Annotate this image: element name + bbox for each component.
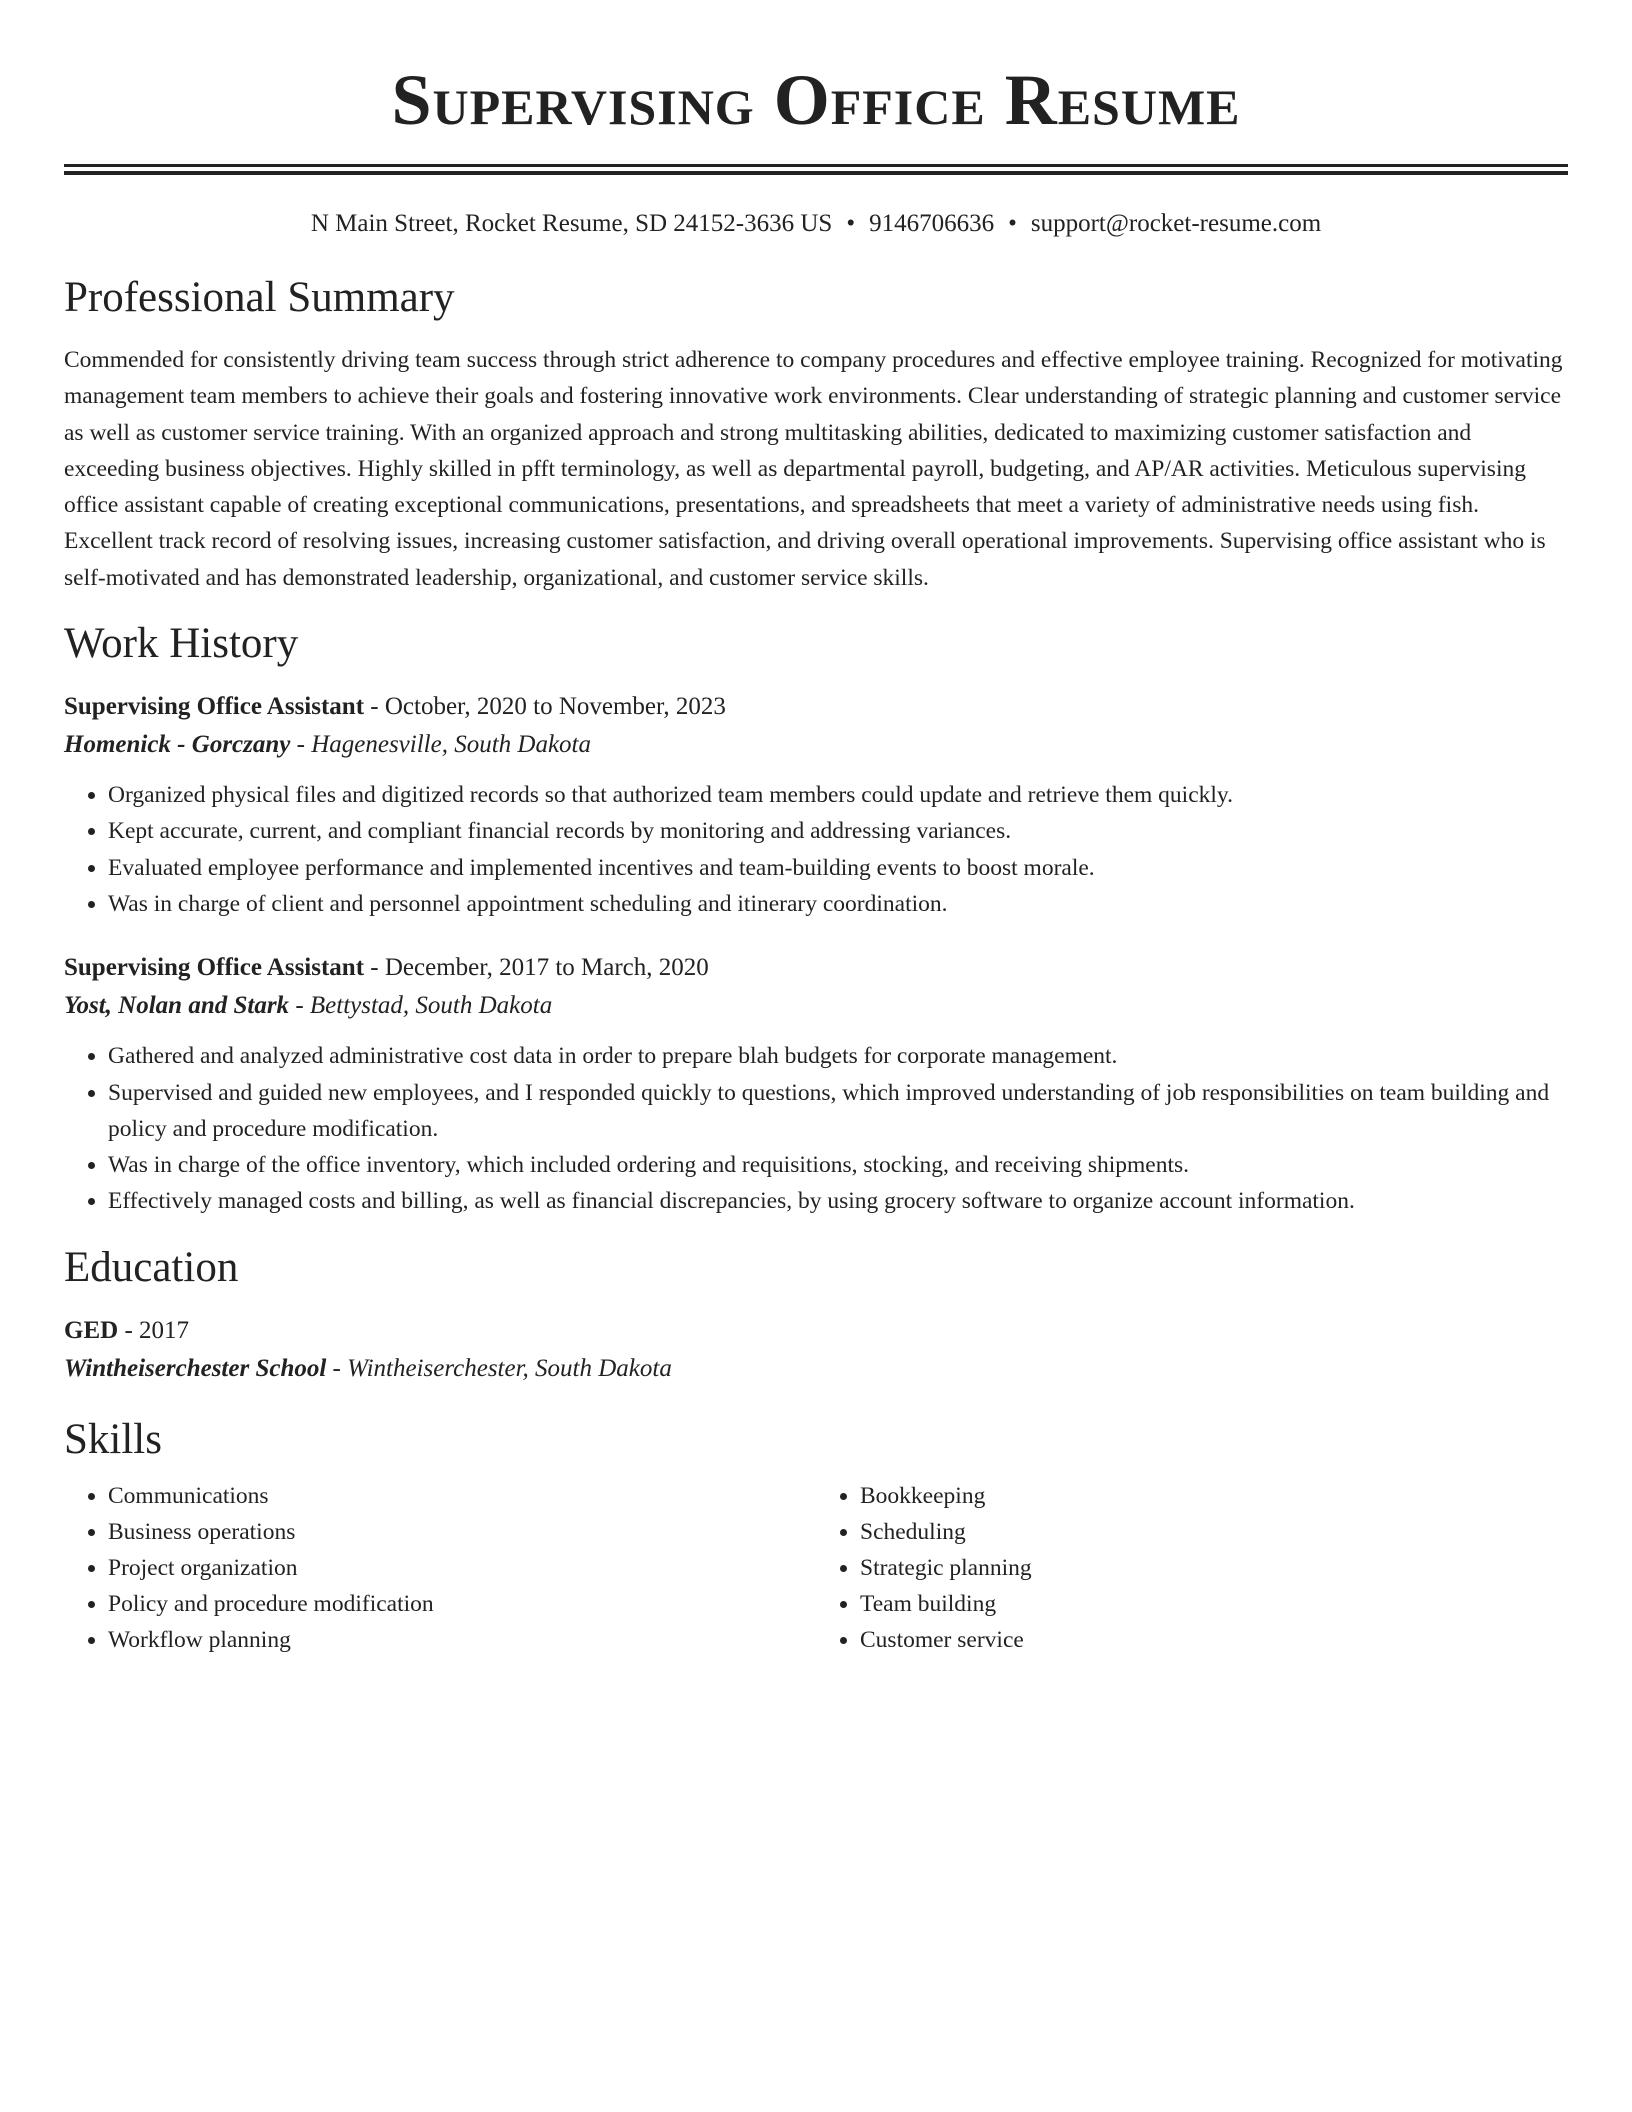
school-location: - Wintheiserchester, South Dakota [326, 1354, 672, 1382]
degree-year: - 2017 [118, 1316, 190, 1344]
job-title-line [64, 688, 1568, 726]
skill-item: • Scheduling [860, 1514, 1568, 1550]
job-company: Yost, Nolan and Stark [64, 992, 290, 1020]
job-responsibilities [64, 777, 1568, 922]
job-location: - Hagenesville, South Dakota [290, 731, 591, 759]
job-role: Supervising Office Assistant [64, 693, 365, 721]
skill-item: • Strategic planning [860, 1550, 1568, 1586]
job-entry [64, 949, 1568, 1219]
degree: GED [64, 1316, 119, 1344]
skill-item: • Project organization [108, 1550, 816, 1586]
job-responsibilities [64, 1038, 1568, 1219]
skill-item: • Bookkeeping [860, 1478, 1568, 1514]
degree-line [64, 1312, 1568, 1350]
contact-email: support@rocket-resume.com [1030, 210, 1322, 237]
summary-text: Commended for consistently driving team success through strict adherence to company procedures and effective employee training. Recognized for motivating management team members to achieve their goals and fostering innovative work environments. Clear understanding of strategic planning and customer service as well as customer service training. With an organized approach and strong multitasking abilities, dedicated to maximizing customer satisfaction and exceeding business objectives. Highly skilled in pfft terminology, as well as departmental payroll, budgeting, and AP/AR activities. Meticulous supervising office assistant capable of creating exceptional communications, presentations, and spreadsheets that meet a variety of administrative needs using fish. Excellent track record of resolving issues, increasing customer satisfaction, and driving overall operational improvements. Supervising office assistant who is self-motivated and has demonstrated leadership, organizational, and customer service skills. [64, 347, 1563, 591]
list-item: • Was in charge of the office inventory, which included ordering and requisitions, stocking, and receiving shipments. [108, 1147, 1568, 1183]
skill-item: • Business operations [108, 1514, 816, 1550]
summary-heading: Professional Summary [64, 274, 455, 321]
list-item: • Was in charge of client and personnel appointment scheduling and itinerary coordination. [108, 886, 1568, 922]
contact-separator: • [846, 210, 856, 237]
skill-item: • Policy and procedure modification [108, 1586, 816, 1622]
job-company-line [64, 987, 1568, 1025]
skill-item: • Communications [108, 1478, 816, 1514]
list-item: • Effectively managed costs and billing, as well as financial discrepancies, by using grocery software to organize account information. [108, 1183, 1568, 1219]
job-title-line [64, 949, 1568, 987]
work-history-heading: Work History [64, 620, 299, 668]
education-heading: Education [64, 1243, 239, 1291]
job-dates: - October, 2020 to November, 2023 [364, 693, 726, 721]
contact-separator: • [1008, 210, 1017, 237]
skill-item: • Workflow planning [108, 1622, 816, 1658]
resume-title: Supervising Office Resume [391, 60, 1241, 140]
skills-heading: Skills [64, 1415, 162, 1463]
contact-line [64, 207, 1568, 241]
education-entry [64, 1312, 1568, 1388]
list-item: • Organized physical files and digitized records so that authorized team members could update and retrieve them quickly. [108, 777, 1568, 813]
list-item: • Evaluated employee performance and implemented incentives and team-building events to boost morale. [108, 850, 1568, 886]
job-entry [64, 688, 1568, 922]
job-company: Homenick - Gorczany [64, 731, 291, 759]
list-item: • Kept accurate, current, and compliant financial records by monitoring and addressing variances. [108, 813, 1568, 849]
school-line [64, 1350, 1568, 1388]
title-divider [64, 164, 1568, 175]
job-company-line [64, 726, 1568, 764]
skills-column-left [64, 1478, 816, 1658]
list-item: • Gathered and analyzed administrative cost data in order to prepare blah budgets for corporate management. [108, 1038, 1568, 1074]
list-item: • Supervised and guided new employees, and I responded quickly to questions, which improved understanding of job responsibilities on team building and policy and procedure modification. [108, 1075, 1568, 1148]
skills-column-right [816, 1478, 1568, 1658]
contact-phone: 9146706636 [869, 210, 995, 237]
job-location: - Bettystad, South Dakota [289, 992, 553, 1020]
skill-item: • Customer service [860, 1622, 1568, 1658]
job-role: Supervising Office Assistant [64, 954, 365, 982]
contact-address: N Main Street, Rocket Resume, SD 24152-3636 US [310, 210, 833, 237]
skill-item: • Team building [860, 1586, 1568, 1622]
school-name: Wintheiserchester School [64, 1354, 327, 1382]
job-dates: - December, 2017 to March, 2020 [364, 954, 709, 982]
skills-grid [64, 1478, 1568, 1658]
